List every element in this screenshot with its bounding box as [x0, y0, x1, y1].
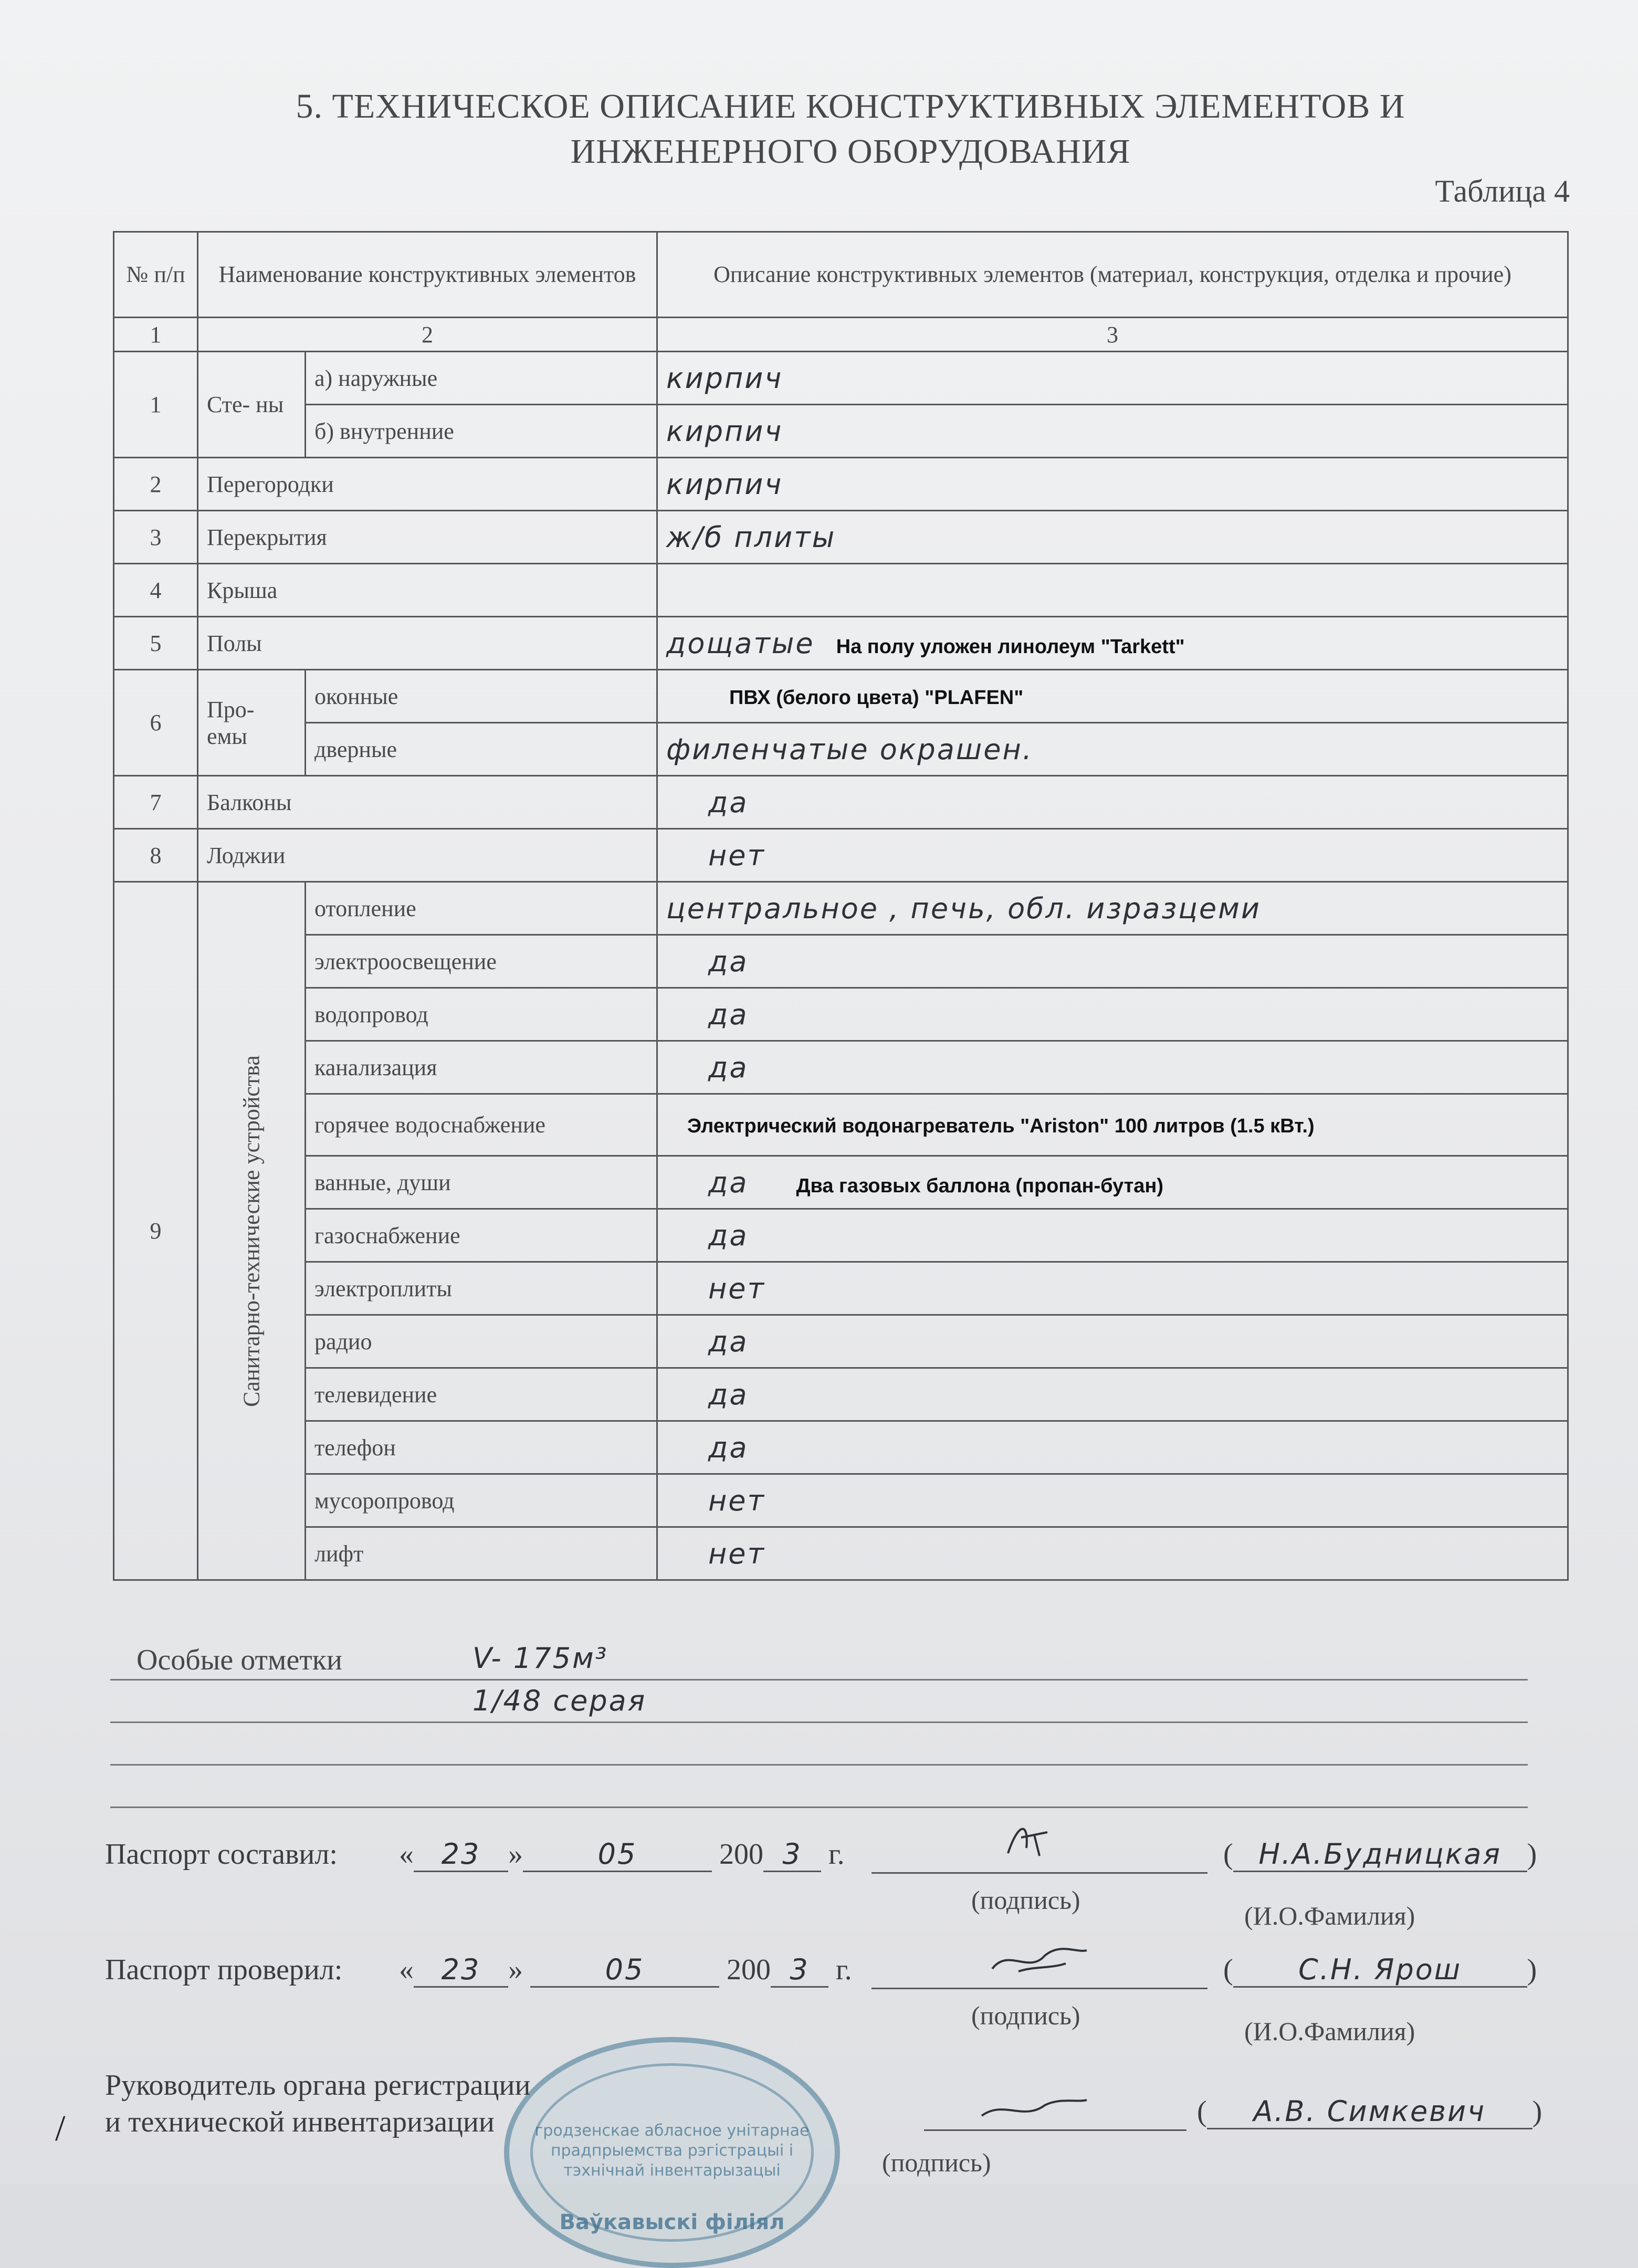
checked-signature-line — [872, 1953, 1208, 1989]
head-signature-line — [924, 2095, 1186, 2131]
table-row — [114, 511, 1568, 564]
compiled-name: Н.А.Будницкая — [1233, 1838, 1527, 1872]
notes-second: 1/48 серая — [472, 1684, 647, 1717]
header-num: № п/п — [114, 232, 198, 318]
handwritten-value: филенчатые окрашен. — [666, 732, 1033, 766]
signature-mark — [987, 1942, 1092, 1979]
row-label: Балконы — [198, 776, 657, 829]
row-label: дверные — [306, 723, 657, 776]
row-label: электроплиты — [306, 1262, 657, 1315]
table-row — [114, 776, 1568, 829]
column-number-row — [114, 318, 1568, 352]
elements-table — [113, 231, 1569, 1581]
row-group-cell — [198, 882, 306, 1580]
row-number: 7 — [114, 776, 198, 829]
table-row — [114, 564, 1568, 617]
table-header-row — [114, 232, 1568, 318]
col-number: 3 — [657, 318, 1568, 352]
row-number: 9 — [114, 882, 198, 1580]
row-label: горячее водоснабжение — [306, 1094, 657, 1156]
table-row — [114, 1527, 1568, 1580]
row-label: электроосвещение — [306, 935, 657, 988]
col-number: 1 — [114, 318, 198, 352]
table-row — [114, 882, 1568, 935]
row-number: 8 — [114, 829, 198, 882]
notes-line — [110, 1681, 1528, 1723]
signature-caption: (подпись) — [971, 2001, 1080, 2030]
handwritten-value: да — [708, 1378, 749, 1411]
row-number: 4 — [114, 564, 198, 617]
table-row — [114, 617, 1568, 670]
row-label: лифт — [306, 1527, 657, 1580]
handwritten-value: да — [708, 1325, 749, 1358]
signature-mark — [976, 2095, 1092, 2126]
head-label-line-2: и технической инвентаризации — [105, 2106, 495, 2138]
margin-mark: / — [55, 2108, 66, 2149]
title-line-2: ИНЖЕНЕРНОГО ОБОРУДОВАНИЯ — [570, 132, 1131, 171]
row-label: Крыша — [198, 564, 657, 617]
handwritten-value: дощатые — [666, 626, 815, 660]
row-label: а) наружные — [306, 352, 657, 405]
row-label: водопровод — [306, 988, 657, 1041]
table-row — [114, 1209, 1568, 1262]
row-number: 1 — [114, 352, 198, 458]
handwritten-value: кирпич — [666, 467, 783, 501]
table-row — [114, 935, 1568, 988]
row-number: 6 — [114, 670, 198, 776]
table-row — [114, 988, 1568, 1041]
handwritten-value: да — [708, 1051, 749, 1084]
row-label: ванные, души — [306, 1156, 657, 1209]
head-label-line-1: Руководитель органа регистрации — [105, 2069, 531, 2102]
compiled-day: 23 — [414, 1838, 508, 1872]
handwritten-value: да — [708, 1219, 749, 1252]
handwritten-value: нет — [708, 1537, 765, 1570]
row-number: 3 — [114, 511, 198, 564]
handwritten-value: ж/б плиты — [666, 520, 836, 554]
checked-g: г. — [836, 1954, 852, 1986]
row-label: телефон — [306, 1421, 657, 1474]
row-label: канализация — [306, 1041, 657, 1094]
checked-year-prefix: 200 — [727, 1954, 771, 1986]
row-label: газоснабжение — [306, 1209, 657, 1262]
checked-year-digit: 3 — [771, 1953, 828, 1988]
name-caption: (И.О.Фамилия) — [1244, 2017, 1415, 2046]
table-row — [114, 352, 1568, 405]
typed-note: На полу уложен линолеум "Tarkett" — [836, 635, 1185, 658]
signature-caption: (подпись) — [971, 1885, 1080, 1915]
checked-name: С.Н. Ярош — [1233, 1953, 1527, 1988]
row-label: б) внутренние — [306, 405, 657, 458]
notes-line — [110, 1638, 1528, 1681]
head-name: А.В. Симкевич — [1207, 2095, 1532, 2129]
special-notes — [110, 1638, 1528, 1808]
handwritten-value: нет — [708, 1272, 765, 1305]
table-row — [114, 1262, 1568, 1315]
row-group-label: Про- емы — [198, 670, 306, 776]
checked-month: 05 — [530, 1953, 719, 1988]
header-name: Наименование конструктивных элементов — [198, 232, 657, 318]
handwritten-value: кирпич — [666, 414, 783, 448]
page-title — [158, 84, 1544, 174]
handwritten-value: кирпич — [666, 361, 783, 395]
signature-caption: (подпись) — [882, 2148, 991, 2177]
notes-label: Особые отметки — [136, 1644, 342, 1676]
checked-by-block: Паспорт проверил: « 23 » 05 200 3 г. ( С.Н. Ярош ) (подпись) (И.О.Фамилия) — [105, 1953, 1554, 2058]
handwritten-value: да — [708, 1166, 749, 1199]
stamp-branch: Ваўкавыскі філіял — [559, 2210, 785, 2234]
head-block: Руководитель органа регистрации и технической инвентаризации ( А.В. Симкевич ) (подпись) — [105, 2069, 1542, 2177]
table-row — [114, 1368, 1568, 1421]
compiled-g: г. — [828, 1838, 845, 1871]
table-row — [114, 1094, 1568, 1156]
table-row — [114, 723, 1568, 776]
notes-line — [110, 1766, 1528, 1808]
row-label: оконные — [306, 670, 657, 723]
table-row — [114, 405, 1568, 458]
handwritten-value: да — [708, 1431, 749, 1464]
table-row — [114, 670, 1568, 723]
compiled-month: 05 — [523, 1838, 712, 1872]
row-label: телевидение — [306, 1368, 657, 1421]
checked-day: 23 — [414, 1953, 508, 1988]
row-label: мусоропровод — [306, 1474, 657, 1527]
row-label: Перекрытия — [198, 511, 657, 564]
handwritten-value: нет — [708, 1484, 765, 1517]
typed-note: ПВХ (белого цвета) "PLAFEN" — [729, 686, 1024, 709]
row-group-label: Санитарно-технические устройства — [238, 1055, 265, 1407]
notes-line — [110, 1723, 1528, 1766]
row-label: радио — [306, 1315, 657, 1368]
handwritten-value: да — [708, 998, 749, 1031]
handwritten-value: да — [708, 944, 749, 978]
col-number: 2 — [198, 318, 657, 352]
row-label: отопление — [306, 882, 657, 935]
table-row — [114, 1421, 1568, 1474]
table-row — [114, 458, 1568, 511]
stamp-text: гродзенскае абласное унітарнае прадпрыемства рэгістрацыі і тэхнічнай інвентарызацыі — [534, 2122, 810, 2180]
name-caption: (И.О.Фамилия) — [1244, 1901, 1415, 1930]
header-desc: Описание конструктивных элементов (материал, конструкция, отделка и прочие) — [657, 232, 1568, 318]
table-row — [114, 829, 1568, 882]
compiled-label: Паспорт составил: — [105, 1838, 338, 1871]
notes-volume: V- 175м³ — [472, 1642, 608, 1675]
table-row — [114, 1156, 1568, 1209]
table-row — [114, 1315, 1568, 1368]
compiled-year-prefix: 200 — [719, 1838, 763, 1871]
title-line-1: 5. ТЕХНИЧЕСКОЕ ОПИСАНИЕ КОНСТРУКТИВНЫХ ЭЛЕМЕНТОВ И — [296, 87, 1405, 125]
compiled-by-block: Паспорт составил: « 23 » 05 200 3 г. ( Н.А.Будницкая ) (подпись) (И.О.Фамилия) — [105, 1838, 1554, 1942]
row-number: 2 — [114, 458, 198, 511]
table-caption: Таблица 4 — [1435, 174, 1570, 208]
handwritten-value: да — [708, 785, 749, 819]
row-number: 5 — [114, 617, 198, 670]
handwritten-value: центральное , печь, обл. изразцеми — [666, 891, 1261, 925]
signature-mark — [998, 1816, 1060, 1864]
table-row — [114, 1474, 1568, 1527]
compiled-year-digit: 3 — [763, 1838, 821, 1872]
row-label: Лоджии — [198, 829, 657, 882]
handwritten-value: нет — [708, 838, 765, 872]
typed-note: Два газовых баллона (пропан-бутан) — [796, 1174, 1164, 1197]
row-group-label: Сте- ны — [198, 352, 306, 458]
checked-label: Паспорт проверил: — [105, 1954, 343, 1986]
row-label: Перегородки — [198, 458, 657, 511]
row-label: Полы — [198, 617, 657, 670]
compiled-signature-line — [872, 1838, 1208, 1874]
table-row — [114, 1041, 1568, 1094]
typed-note: Электрический водонагреватель "Ariston" 100 литров (1.5 кВт.) — [687, 1115, 1315, 1137]
